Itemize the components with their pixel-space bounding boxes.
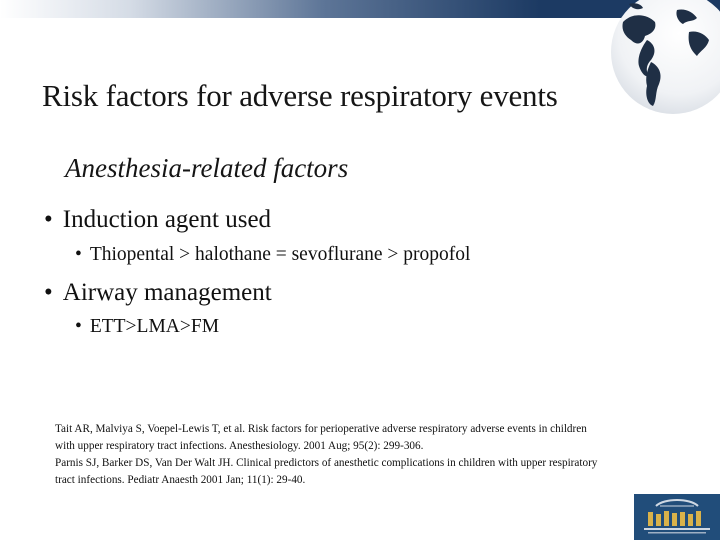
bullet-text: Induction agent used: [62, 206, 272, 233]
bullet-dot-icon: •: [44, 279, 53, 306]
bullet-airway: [44, 279, 272, 307]
globe-icon: [585, 0, 720, 118]
sub-bullet-text: Thiopental > halothane = sevoflurane > propofol: [89, 244, 471, 265]
reference-line: Tait AR, Malviya S, Voepel-Lewis T, et al. Risk factors for perioperative adverse respiratory adverse events in children: [55, 423, 587, 435]
reference-line: tract infections. Pediatr Anaesth 2001 Jan; 11(1): 29-40.: [55, 474, 306, 486]
society-logo-icon: [634, 494, 720, 540]
sub-bullet-text: ETT>LMA>FM: [89, 316, 220, 337]
references: [55, 421, 655, 489]
sub-bullet-devices: [75, 316, 219, 338]
reference-line: with upper respiratory tract infections. Anesthesiology. 2001 Aug; 95(2): 299-306.: [55, 440, 424, 452]
bullet-dot-icon: •: [75, 244, 82, 265]
slide-title: Risk factors for adverse respiratory events: [42, 78, 558, 113]
sub-bullet-agents: [75, 244, 470, 266]
slide-subtitle: Anesthesia-related factors: [65, 153, 349, 183]
bullet-induction: [44, 206, 271, 234]
bullet-dot-icon: •: [75, 316, 82, 337]
bullet-dot-icon: •: [44, 206, 53, 233]
reference-line: Parnis SJ, Barker DS, Van Der Walt JH. Clinical predictors of anesthetic complications in children with upper respiratory: [55, 457, 598, 469]
bullet-text: Airway management: [62, 279, 272, 306]
